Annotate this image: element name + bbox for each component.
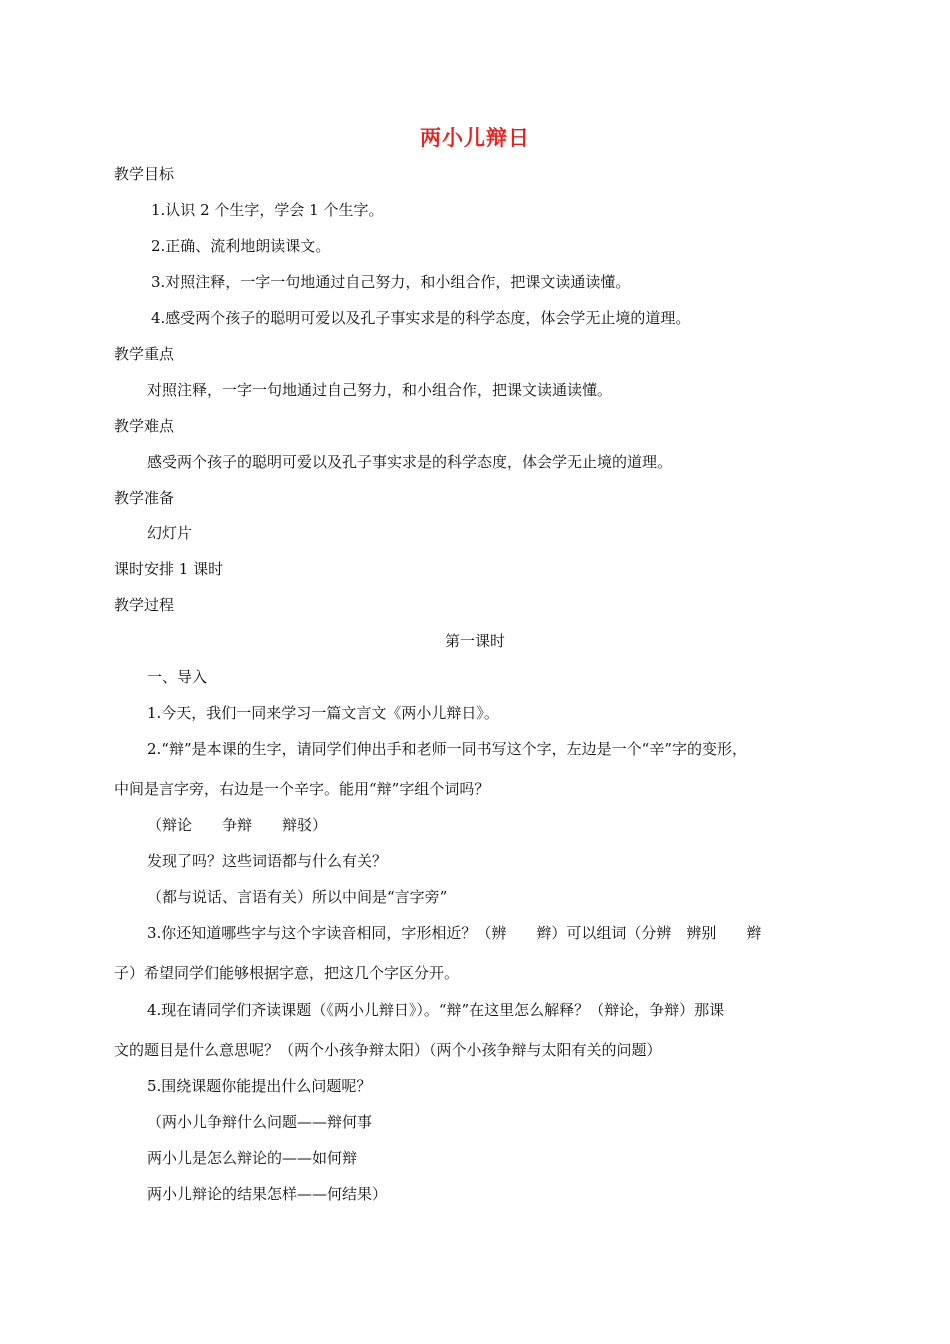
process-line: 5.围绕课题你能提出什么问题呢？ bbox=[147, 1077, 372, 1095]
objectives-heading: 教学目标 bbox=[114, 165, 175, 183]
process-line: 文的题目是什么意思呢？（两个小孩争辩太阳）（两个小孩争辩与太阳有关的问题） bbox=[114, 1041, 662, 1059]
process-line: （辩论 争辩 辩驳） bbox=[147, 816, 328, 834]
document-title: 两小儿辩日 bbox=[420, 126, 530, 150]
process-line: 2.“辩”是本课的生字，请同学们伸出手和老师一同书写这个字，左边是一个“辛”字的变形， bbox=[147, 740, 747, 758]
process-line: （都与说话、言语有关）所以中间是“言字旁” bbox=[147, 888, 448, 906]
process-line: 两小儿是怎么辩论的——如何辩 bbox=[147, 1149, 358, 1167]
process-line: （两小儿争辩什么问题——辩何事 bbox=[147, 1113, 373, 1131]
schedule-text: 课时安排 1 课时 bbox=[114, 560, 224, 578]
objective-item: 1.认识 2 个生字，学会 1 个生字。 bbox=[151, 201, 384, 219]
key-points-text: 对照注释，一字一句地通过自己努力，和小组合作，把课文读通读懂。 bbox=[147, 381, 613, 399]
objective-item: 4.感受两个孩子的聪明可爱以及孔子事实求是的科学态度，体会学无止境的道理。 bbox=[151, 309, 691, 327]
process-line: 4.现在请同学们齐读课题（《两小儿辩日》）。“辩”在这里怎么解释？（辩论，争辩）那课 bbox=[147, 1001, 725, 1019]
process-heading: 教学过程 bbox=[114, 596, 175, 614]
preparation-text: 幻灯片 bbox=[147, 524, 193, 542]
lesson-heading: 第一课时 bbox=[444, 632, 505, 650]
process-line: 发现了吗？这些词语都与什么有关？ bbox=[147, 852, 388, 870]
process-line: 1.今天，我们一同来学习一篇文言文《两小儿辩日》。 bbox=[147, 704, 499, 722]
key-points-heading: 教学重点 bbox=[114, 345, 175, 363]
objective-item: 3.对照注释，一字一句地通过自己努力，和小组合作，把课文读通读懂。 bbox=[151, 273, 631, 291]
difficulties-text: 感受两个孩子的聪明可爱以及孔子事实求是的科学态度，体会学无止境的道理。 bbox=[147, 453, 673, 471]
process-line: 两小儿辩论的结果怎样——何结果） bbox=[147, 1185, 388, 1203]
process-line: 3.你还知道哪些字与这个字读音相同，字形相近？（辨 辫）可以组词（分辨 辨别 辫 bbox=[147, 924, 762, 942]
process-line: 一、导入 bbox=[147, 668, 208, 686]
process-line: 中间是言字旁，右边是一个辛字。能用“辩”字组个词吗？ bbox=[114, 780, 490, 798]
difficulties-heading: 教学难点 bbox=[114, 417, 175, 435]
preparation-heading: 教学准备 bbox=[114, 489, 175, 507]
objective-item: 2.正确、流利地朗读课文。 bbox=[151, 237, 331, 255]
process-line: 子）希望同学们能够根据字意，把这几个字区分开。 bbox=[114, 964, 460, 982]
